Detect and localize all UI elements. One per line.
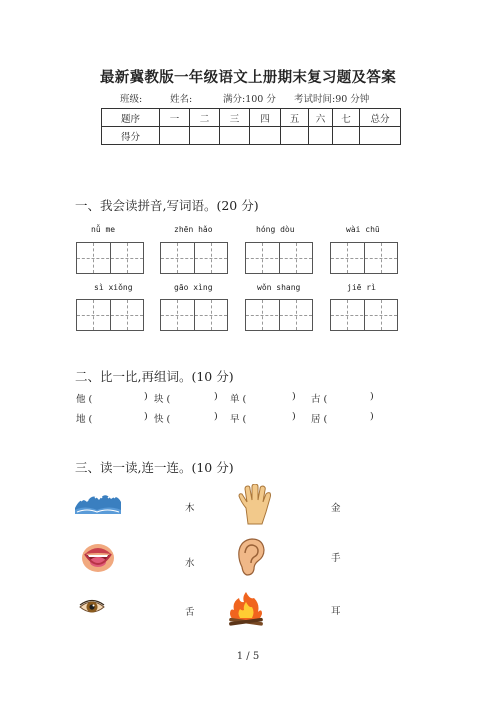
writing-grid[interactable] — [76, 299, 144, 331]
table-cell: 七 — [333, 109, 360, 127]
table-cell: 题序 — [102, 109, 160, 127]
compare-char-open: 块 ( — [154, 394, 171, 405]
full-score: 满分:100 分 — [223, 94, 276, 105]
match-word[interactable]: 水 — [185, 558, 195, 569]
score-cell[interactable] — [160, 127, 190, 145]
writing-grid[interactable] — [245, 299, 313, 331]
pinyin-label: wǒn shang — [257, 283, 301, 292]
section2-heading: 二、比一比,再组词。(10 分) — [75, 369, 234, 384]
match-word[interactable]: 金 — [331, 503, 341, 514]
pinyin-label: nǚ me — [91, 225, 116, 234]
pinyin-label: zhēn hǎo — [174, 225, 213, 234]
pinyin-label: wài chū — [346, 225, 380, 234]
writing-grid[interactable] — [160, 299, 228, 331]
exam-time: 考试时间:90 分钟 — [294, 94, 370, 105]
score-cell[interactable] — [190, 127, 220, 145]
ear-picture[interactable] — [236, 537, 266, 577]
score-table-score-row — [102, 127, 401, 145]
writing-grid[interactable] — [330, 299, 398, 331]
compare-char-open: 地 ( — [76, 414, 93, 425]
hand-picture[interactable] — [236, 484, 274, 526]
wave-picture[interactable] — [73, 488, 123, 516]
pinyin-label: hóng dòu — [256, 225, 295, 234]
compare-paren-close: ) — [292, 411, 296, 422]
compare-paren-close: ) — [214, 411, 218, 422]
writing-grid[interactable] — [76, 242, 144, 274]
eye-picture[interactable] — [78, 598, 106, 616]
compare-char-open: 单 ( — [230, 394, 247, 405]
table-cell: 六 — [309, 109, 333, 127]
section1-heading: 一、我会读拼音,写词语。(20 分) — [75, 198, 259, 213]
score-cell[interactable] — [360, 127, 401, 145]
compare-paren-close: ) — [370, 391, 374, 402]
pinyin-label: gāo xìng — [174, 283, 213, 292]
table-cell: 三 — [220, 109, 250, 127]
score-cell[interactable] — [250, 127, 281, 145]
score-cell[interactable] — [220, 127, 250, 145]
page-number: 1 / 5 — [236, 651, 260, 662]
score-cell[interactable] — [309, 127, 333, 145]
table-cell: 一 — [160, 109, 190, 127]
table-cell: 四 — [250, 109, 281, 127]
table-cell: 五 — [281, 109, 309, 127]
writing-grid[interactable] — [160, 242, 228, 274]
compare-char-open: 居 ( — [311, 414, 328, 425]
score-cell[interactable] — [333, 127, 360, 145]
compare-char-open: 快 ( — [154, 414, 171, 425]
compare-paren-close: ) — [144, 411, 148, 422]
compare-char-open: 早 ( — [230, 414, 247, 425]
table-cell: 总分 — [360, 109, 401, 127]
match-word[interactable]: 舌 — [185, 607, 195, 618]
compare-paren-close: ) — [370, 411, 374, 422]
pinyin-label: jiē rì — [347, 283, 376, 292]
score-cell[interactable] — [281, 127, 309, 145]
pinyin-label: sì xiǒng — [94, 283, 133, 292]
table-cell: 得分 — [102, 127, 160, 145]
writing-grid[interactable] — [330, 242, 398, 274]
section3-heading: 三、读一读,连一连。(10 分) — [75, 460, 234, 475]
writing-grid[interactable] — [245, 242, 313, 274]
match-word[interactable]: 木 — [185, 503, 195, 514]
table-cell: 二 — [190, 109, 220, 127]
mouth-picture[interactable] — [80, 540, 116, 576]
name-label: 姓名: — [170, 94, 193, 105]
match-word[interactable]: 手 — [331, 553, 341, 564]
fire-picture[interactable] — [224, 590, 268, 626]
compare-paren-close: ) — [214, 391, 218, 402]
match-word[interactable]: 耳 — [331, 606, 341, 617]
compare-paren-close: ) — [292, 391, 296, 402]
compare-paren-close: ) — [144, 391, 148, 402]
compare-char-open: 古 ( — [311, 394, 328, 405]
class-label: 班级: — [120, 94, 143, 105]
page-title: 最新冀教版一年级语文上册期末复习题及答案 — [100, 69, 396, 86]
score-table-header-row — [102, 109, 401, 127]
compare-char-open: 他 ( — [76, 394, 93, 405]
score-table — [101, 108, 401, 145]
